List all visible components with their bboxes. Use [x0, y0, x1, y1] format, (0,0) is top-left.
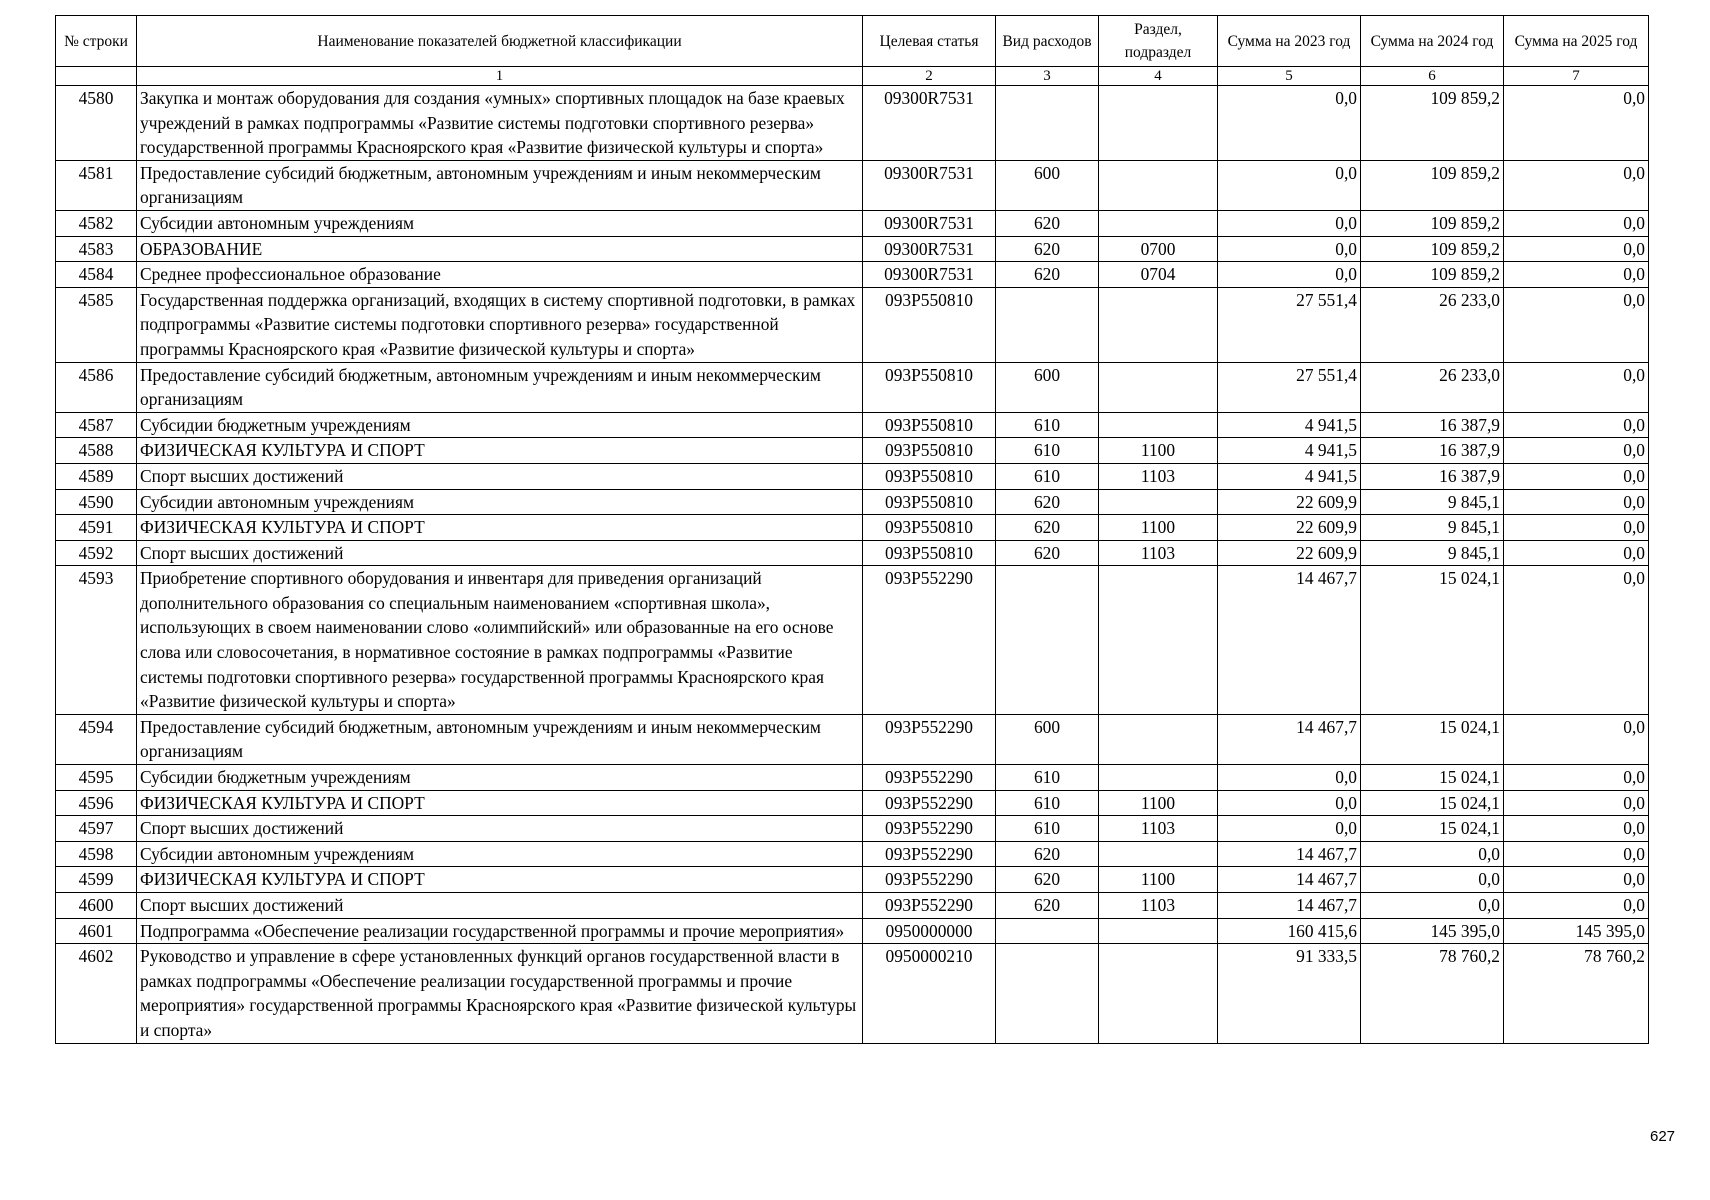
row-number-cell: 4591: [56, 515, 137, 541]
header-sum-2024: Сумма на 2024 год: [1361, 16, 1504, 67]
sum-2024-cell: 15 024,1: [1361, 566, 1504, 715]
table-row: [56, 210, 1649, 236]
sum-2024-cell: 15 024,1: [1361, 714, 1504, 764]
sum-2025-cell: 0,0: [1504, 540, 1649, 566]
expense-type-cell: 610: [996, 790, 1099, 816]
row-number-cell: 4594: [56, 714, 137, 764]
section-cell: 1100: [1099, 515, 1218, 541]
row-number-cell: 4589: [56, 463, 137, 489]
sum-2025-cell: 0,0: [1504, 816, 1649, 842]
sum-2024-cell: 15 024,1: [1361, 790, 1504, 816]
section-cell: [1099, 944, 1218, 1043]
column-number-cell: 2: [863, 67, 996, 86]
sum-2024-cell: 109 859,2: [1361, 210, 1504, 236]
expense-type-cell: 610: [996, 765, 1099, 791]
indicator-name-cell: Субсидии автономным учреждениям: [137, 841, 863, 867]
table-row: [56, 262, 1649, 288]
sum-2025-cell: 145 395,0: [1504, 918, 1649, 944]
sum-2024-cell: 78 760,2: [1361, 944, 1504, 1043]
sum-2023-cell: 4 941,5: [1218, 463, 1361, 489]
indicator-name-cell: Спорт высших достижений: [137, 463, 863, 489]
row-number-cell: 4595: [56, 765, 137, 791]
sum-2023-cell: 27 551,4: [1218, 287, 1361, 362]
header-row: [56, 16, 1649, 67]
table-row: [56, 867, 1649, 893]
section-cell: 1103: [1099, 463, 1218, 489]
row-number-cell: 4588: [56, 438, 137, 464]
sum-2023-cell: 14 467,7: [1218, 714, 1361, 764]
sum-2025-cell: 0,0: [1504, 790, 1649, 816]
target-article-cell: 093P552290: [863, 714, 996, 764]
sum-2024-cell: 16 387,9: [1361, 412, 1504, 438]
section-cell: [1099, 765, 1218, 791]
sum-2023-cell: 22 609,9: [1218, 515, 1361, 541]
section-cell: 1103: [1099, 816, 1218, 842]
row-number-cell: 4580: [56, 86, 137, 161]
row-number-cell: 4590: [56, 489, 137, 515]
sum-2023-cell: 22 609,9: [1218, 489, 1361, 515]
indicator-name-cell: ФИЗИЧЕСКАЯ КУЛЬТУРА И СПОРТ: [137, 867, 863, 893]
sum-2025-cell: 0,0: [1504, 236, 1649, 262]
row-number-cell: 4597: [56, 816, 137, 842]
row-number-cell: 4598: [56, 841, 137, 867]
header-name: Наименование показателей бюджетной классификации: [137, 16, 863, 67]
row-number-cell: 4601: [56, 918, 137, 944]
table-row: [56, 893, 1649, 919]
section-cell: [1099, 918, 1218, 944]
sum-2024-cell: 16 387,9: [1361, 438, 1504, 464]
target-article-cell: 09300R7531: [863, 236, 996, 262]
column-number-cell: [56, 67, 137, 86]
sum-2024-cell: 109 859,2: [1361, 160, 1504, 210]
expense-type-cell: 620: [996, 515, 1099, 541]
header-target-article: Целевая статья: [863, 16, 996, 67]
row-number-cell: 4592: [56, 540, 137, 566]
sum-2024-cell: 26 233,0: [1361, 362, 1504, 412]
indicator-name-cell: Предоставление субсидий бюджетным, автономным учреждениям и иным некоммерческим организациям: [137, 362, 863, 412]
expense-type-cell: 620: [996, 540, 1099, 566]
sum-2023-cell: 0,0: [1218, 816, 1361, 842]
target-article-cell: 093P552290: [863, 867, 996, 893]
section-cell: [1099, 210, 1218, 236]
sum-2025-cell: 0,0: [1504, 867, 1649, 893]
expense-type-cell: [996, 566, 1099, 715]
target-article-cell: 093P550810: [863, 489, 996, 515]
table-row: [56, 765, 1649, 791]
section-cell: [1099, 714, 1218, 764]
table-row: [56, 236, 1649, 262]
expense-type-cell: 610: [996, 412, 1099, 438]
target-article-cell: 093P552290: [863, 841, 996, 867]
target-article-cell: 093P552290: [863, 765, 996, 791]
table-row: [56, 944, 1649, 1043]
expense-type-cell: 620: [996, 236, 1099, 262]
indicator-name-cell: Закупка и монтаж оборудования для создания «умных» спортивных площадок на базе краевых учреждений в рамках подпрограммы «Развитие системы подготовки спортивного резерва» государственной программы Красноярского края «Развитие физической культуры и спорта»: [137, 86, 863, 161]
expense-type-cell: 610: [996, 438, 1099, 464]
table-row: [56, 489, 1649, 515]
row-number-cell: 4593: [56, 566, 137, 715]
indicator-name-cell: ФИЗИЧЕСКАЯ КУЛЬТУРА И СПОРТ: [137, 438, 863, 464]
sum-2025-cell: 0,0: [1504, 841, 1649, 867]
target-article-cell: 093P550810: [863, 463, 996, 489]
sum-2025-cell: 0,0: [1504, 515, 1649, 541]
sum-2025-cell: 0,0: [1504, 489, 1649, 515]
table-row: [56, 566, 1649, 715]
target-article-cell: 093P552290: [863, 816, 996, 842]
header-row-number: № строки: [56, 16, 137, 67]
column-number-cell: 3: [996, 67, 1099, 86]
expense-type-cell: [996, 918, 1099, 944]
expense-type-cell: 620: [996, 489, 1099, 515]
table-row: [56, 287, 1649, 362]
header-section: Раздел, подраздел: [1099, 16, 1218, 67]
sum-2025-cell: 0,0: [1504, 765, 1649, 791]
target-article-cell: 09300R7531: [863, 86, 996, 161]
sum-2024-cell: 15 024,1: [1361, 816, 1504, 842]
row-number-cell: 4581: [56, 160, 137, 210]
row-number-cell: 4585: [56, 287, 137, 362]
sum-2025-cell: 0,0: [1504, 86, 1649, 161]
table-row: [56, 438, 1649, 464]
sum-2023-cell: 22 609,9: [1218, 540, 1361, 566]
expense-type-cell: 600: [996, 160, 1099, 210]
table-row: [56, 463, 1649, 489]
column-number-cell: 5: [1218, 67, 1361, 86]
column-number-cell: 7: [1504, 67, 1649, 86]
target-article-cell: 093P550810: [863, 412, 996, 438]
table-row: [56, 86, 1649, 161]
sum-2025-cell: 0,0: [1504, 412, 1649, 438]
section-cell: 1100: [1099, 790, 1218, 816]
sum-2023-cell: 91 333,5: [1218, 944, 1361, 1043]
indicator-name-cell: Спорт высших достижений: [137, 893, 863, 919]
sum-2024-cell: 0,0: [1361, 841, 1504, 867]
sum-2023-cell: 4 941,5: [1218, 412, 1361, 438]
sum-2023-cell: 4 941,5: [1218, 438, 1361, 464]
expense-type-cell: [996, 944, 1099, 1043]
target-article-cell: 0950000210: [863, 944, 996, 1043]
expense-type-cell: 610: [996, 463, 1099, 489]
sum-2025-cell: 0,0: [1504, 362, 1649, 412]
expense-type-cell: 600: [996, 362, 1099, 412]
row-number-cell: 4602: [56, 944, 137, 1043]
indicator-name-cell: Подпрограмма «Обеспечение реализации государственной программы и прочие мероприятия»: [137, 918, 863, 944]
row-number-cell: 4584: [56, 262, 137, 288]
sum-2024-cell: 15 024,1: [1361, 765, 1504, 791]
indicator-name-cell: Субсидии автономным учреждениям: [137, 210, 863, 236]
sum-2024-cell: 109 859,2: [1361, 236, 1504, 262]
sum-2024-cell: 9 845,1: [1361, 540, 1504, 566]
sum-2024-cell: 26 233,0: [1361, 287, 1504, 362]
table-row: [56, 160, 1649, 210]
section-cell: 1103: [1099, 893, 1218, 919]
section-cell: [1099, 160, 1218, 210]
indicator-name-cell: Предоставление субсидий бюджетным, автономным учреждениям и иным некоммерческим организациям: [137, 160, 863, 210]
target-article-cell: 093P552290: [863, 566, 996, 715]
expense-type-cell: 620: [996, 262, 1099, 288]
sum-2023-cell: 0,0: [1218, 790, 1361, 816]
indicator-name-cell: Приобретение спортивного оборудования и инвентаря для приведения организаций дополнительного образования со специальным наименованием «спортивная школа», использующих в своем наименовании слово «олимпийский» или образованные на его основе слова или словосочетания, в нормативное состояние в рамках подпрограммы «Развитие системы подготовки спортивного резерва» государственной программы Красноярского края «Развитие физической культуры и спорта»: [137, 566, 863, 715]
table-row: [56, 790, 1649, 816]
indicator-name-cell: Спорт высших достижений: [137, 816, 863, 842]
sum-2023-cell: 27 551,4: [1218, 362, 1361, 412]
expense-type-cell: [996, 86, 1099, 161]
target-article-cell: 0950000000: [863, 918, 996, 944]
expense-type-cell: [996, 287, 1099, 362]
sum-2024-cell: 109 859,2: [1361, 262, 1504, 288]
target-article-cell: 093P550810: [863, 515, 996, 541]
sum-2023-cell: 0,0: [1218, 236, 1361, 262]
indicator-name-cell: Спорт высших достижений: [137, 540, 863, 566]
section-cell: 1100: [1099, 867, 1218, 893]
sum-2025-cell: 0,0: [1504, 287, 1649, 362]
target-article-cell: 093P552290: [863, 790, 996, 816]
sum-2025-cell: 0,0: [1504, 463, 1649, 489]
sum-2024-cell: 9 845,1: [1361, 515, 1504, 541]
section-cell: [1099, 841, 1218, 867]
sum-2023-cell: 14 467,7: [1218, 841, 1361, 867]
table-row: [56, 816, 1649, 842]
indicator-name-cell: ОБРАЗОВАНИЕ: [137, 236, 863, 262]
table-row: [56, 412, 1649, 438]
sum-2024-cell: 0,0: [1361, 893, 1504, 919]
target-article-cell: 093P550810: [863, 438, 996, 464]
sum-2024-cell: 145 395,0: [1361, 918, 1504, 944]
row-number-cell: 4587: [56, 412, 137, 438]
sum-2025-cell: 78 760,2: [1504, 944, 1649, 1043]
row-number-cell: 4583: [56, 236, 137, 262]
budget-table: [55, 15, 1649, 1044]
column-number-row: [56, 67, 1649, 86]
sum-2024-cell: 109 859,2: [1361, 86, 1504, 161]
sum-2025-cell: 0,0: [1504, 438, 1649, 464]
header-expense-type: Вид расходов: [996, 16, 1099, 67]
section-cell: [1099, 287, 1218, 362]
column-number-cell: 1: [137, 67, 863, 86]
indicator-name-cell: Среднее профессиональное образование: [137, 262, 863, 288]
target-article-cell: 093P550810: [863, 362, 996, 412]
sum-2025-cell: 0,0: [1504, 566, 1649, 715]
row-number-cell: 4600: [56, 893, 137, 919]
expense-type-cell: 610: [996, 816, 1099, 842]
row-number-cell: 4596: [56, 790, 137, 816]
target-article-cell: 09300R7531: [863, 262, 996, 288]
sum-2023-cell: 0,0: [1218, 210, 1361, 236]
sum-2023-cell: 160 415,6: [1218, 918, 1361, 944]
expense-type-cell: 620: [996, 210, 1099, 236]
indicator-name-cell: ФИЗИЧЕСКАЯ КУЛЬТУРА И СПОРТ: [137, 515, 863, 541]
expense-type-cell: 620: [996, 893, 1099, 919]
section-cell: 1103: [1099, 540, 1218, 566]
target-article-cell: 09300R7531: [863, 210, 996, 236]
row-number-cell: 4582: [56, 210, 137, 236]
sum-2024-cell: 9 845,1: [1361, 489, 1504, 515]
sum-2023-cell: 14 467,7: [1218, 893, 1361, 919]
sum-2023-cell: 0,0: [1218, 765, 1361, 791]
expense-type-cell: 620: [996, 841, 1099, 867]
header-sum-2023: Сумма на 2023 год: [1218, 16, 1361, 67]
sum-2023-cell: 0,0: [1218, 86, 1361, 161]
sum-2025-cell: 0,0: [1504, 210, 1649, 236]
column-number-cell: 6: [1361, 67, 1504, 86]
table-row: [56, 918, 1649, 944]
sum-2023-cell: 0,0: [1218, 262, 1361, 288]
section-cell: [1099, 362, 1218, 412]
table-row: [56, 540, 1649, 566]
table-row: [56, 515, 1649, 541]
row-number-cell: 4599: [56, 867, 137, 893]
sum-2023-cell: 14 467,7: [1218, 566, 1361, 715]
table-row: [56, 841, 1649, 867]
header-sum-2025: Сумма на 2025 год: [1504, 16, 1649, 67]
indicator-name-cell: ФИЗИЧЕСКАЯ КУЛЬТУРА И СПОРТ: [137, 790, 863, 816]
sum-2025-cell: 0,0: [1504, 160, 1649, 210]
sum-2023-cell: 14 467,7: [1218, 867, 1361, 893]
indicator-name-cell: Предоставление субсидий бюджетным, автономным учреждениям и иным некоммерческим организациям: [137, 714, 863, 764]
section-cell: 0704: [1099, 262, 1218, 288]
sum-2024-cell: 16 387,9: [1361, 463, 1504, 489]
section-cell: [1099, 489, 1218, 515]
target-article-cell: 093P550810: [863, 287, 996, 362]
section-cell: 0700: [1099, 236, 1218, 262]
section-cell: [1099, 412, 1218, 438]
sum-2025-cell: 0,0: [1504, 714, 1649, 764]
sum-2025-cell: 0,0: [1504, 893, 1649, 919]
section-cell: 1100: [1099, 438, 1218, 464]
indicator-name-cell: Субсидии автономным учреждениям: [137, 489, 863, 515]
sum-2025-cell: 0,0: [1504, 262, 1649, 288]
section-cell: [1099, 566, 1218, 715]
target-article-cell: 093P550810: [863, 540, 996, 566]
indicator-name-cell: Субсидии бюджетным учреждениям: [137, 765, 863, 791]
expense-type-cell: 600: [996, 714, 1099, 764]
row-number-cell: 4586: [56, 362, 137, 412]
indicator-name-cell: Руководство и управление в сфере установленных функций органов государственной власти в рамках подпрограммы «Обеспечение реализации государственной программы и прочие мероприятия» государственной программы Красноярского края «Развитие физической культуры и спорта»: [137, 944, 863, 1043]
target-article-cell: 09300R7531: [863, 160, 996, 210]
table-row: [56, 362, 1649, 412]
sum-2023-cell: 0,0: [1218, 160, 1361, 210]
section-cell: [1099, 86, 1218, 161]
column-number-cell: 4: [1099, 67, 1218, 86]
sum-2024-cell: 0,0: [1361, 867, 1504, 893]
indicator-name-cell: Государственная поддержка организаций, входящих в систему спортивной подготовки, в рамках подпрограммы «Развитие системы подготовки спортивного резерва» государственной программы Красноярского края «Развитие физической культуры и спорта»: [137, 287, 863, 362]
page-number: 627: [1650, 1128, 1676, 1145]
indicator-name-cell: Субсидии бюджетным учреждениям: [137, 412, 863, 438]
table-row: [56, 714, 1649, 764]
expense-type-cell: 620: [996, 867, 1099, 893]
target-article-cell: 093P552290: [863, 893, 996, 919]
